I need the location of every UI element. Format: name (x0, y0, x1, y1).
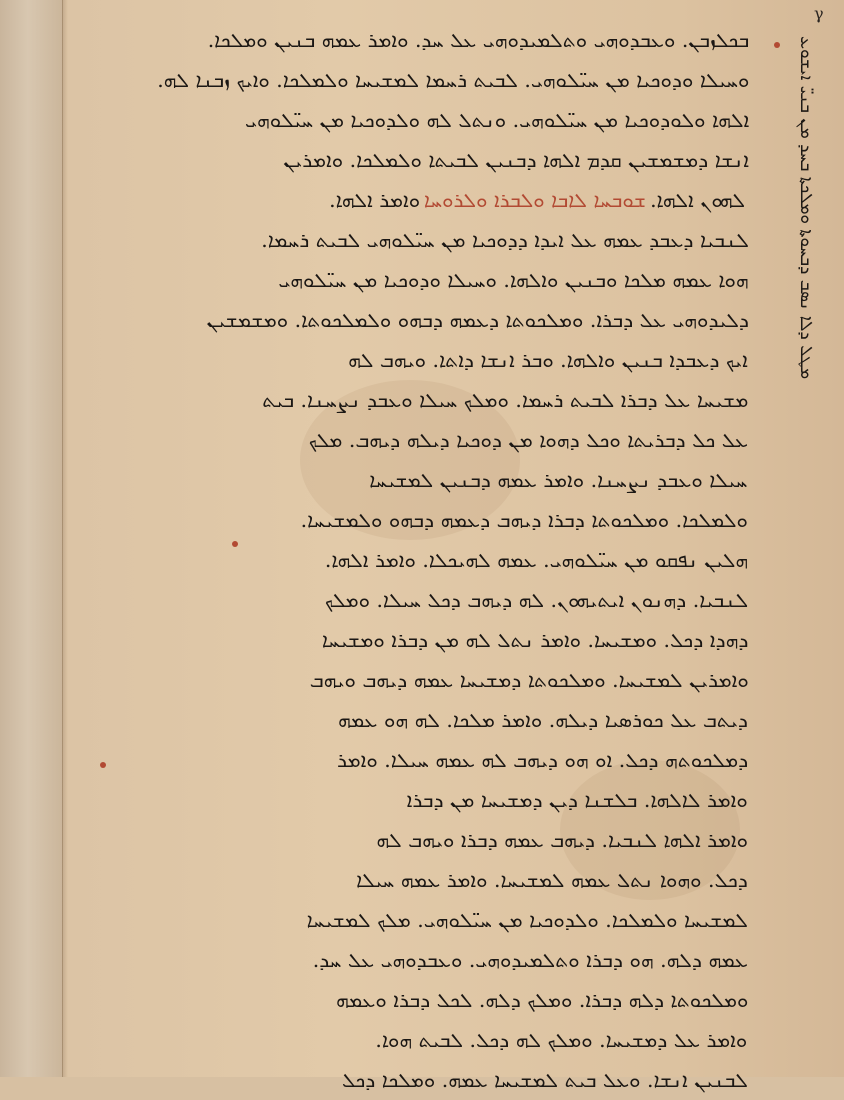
manuscript-line (76, 980, 749, 1020)
manuscript-line (76, 820, 748, 860)
manuscript-line (76, 60, 750, 100)
line-text: ܘܚܝܠܐ ܘܕܘܟܝܐ ܡܢ ܚܝ̈ܠܘܗܝ. ܠܒܝܬ ܪܚܡܐ ܠܡܫܝܚܐ ܘܠܡܠܟܐ. ܘܐܝܟ ܙܒܢܐ ܠܗ. (157, 68, 750, 92)
manuscript-line (76, 300, 750, 340)
manuscript-text-block (76, 20, 750, 1100)
manuscript-line (76, 900, 749, 940)
manuscript-line (76, 220, 749, 260)
manuscript-line (76, 940, 749, 980)
manuscript-line (76, 20, 750, 60)
line-text-continued: ܘܐܡܪ ܐܠܗܐ. (329, 188, 421, 212)
manuscript-line (76, 260, 749, 300)
manuscript-line (76, 660, 749, 700)
manuscript-line (76, 180, 744, 220)
line-text: ܕܟܠ. ܘܗܘܐ ܢܬܠ ܥܡܗ ܠܡܫܝܚܐ. ܘܐܡܪ ܥܡܗ ܚܝܠܐ (356, 868, 748, 892)
manuscript-line (76, 620, 749, 660)
manuscript-line (76, 140, 749, 180)
line-text: ܡܫܝܚܐ ܥܠ ܕܒܪܐ ܠܒܝܬ ܪܚܡܐ. ܘܡܠܟ ܚܝܠܐ ܘܥܒܕ ܢܨܚܢܐ. ܒܝܬ (262, 388, 749, 412)
line-text: ܠܢܒܝܐ ܕܥܒܕ ܥܡܗ ܥܠ ܐܝܕܐ ܕܕܘܟܝܐ ܡܢ ܚܝ̈ܠܘܗܝ ܠܒܝܬ ܪܚܡܐ. (261, 228, 749, 252)
line-text: ܠܢܒܝܐ. ܕܗܢܘܢ ܐܝܬܝܗܘܢ. ܠܗ ܕܝܗܒ ܕܟܠ ܚܝܠܐ. ܘܡܠܟ (324, 588, 749, 612)
line-text: ܥܠ ܟܠ ܕܒܪܝܬܐ ܘܟܠ ܕܗܘܐ ܡܢ ܕܘܟܝܐ ܕܝܠܗ ܕܝܗܒ. ܡܠܟ (308, 428, 749, 452)
line-text: ܒܟܠܙܒܢ. ܘܥܒܕܘܗܝ ܘܬܠܡܝܕܘܗܝ ܥܠ ܚܕ. ܘܐܡܪ ܥܡܗ ܒܢܝܢ ܘܡܠܟܐ. (207, 28, 750, 52)
line-text: ܠܒܢܝܢ ܐܢܫܐ. ܘܥܠ ܒܝܬ ܠܡܫܝܚܐ ܥܡܗ. ܘܡܠܟܐ ܕܟܠ (342, 1068, 748, 1092)
manuscript-line (76, 1060, 748, 1100)
rubric-dot (774, 42, 780, 48)
manuscript-line (76, 580, 749, 620)
manuscript-line (76, 460, 748, 500)
manuscript-line (76, 740, 749, 780)
line-text: ܐܝܟ ܕܥܒܕܐ ܒܢܝܢ ܘܐܠܗܐ. ܘܒܪ ܐܢܫܐ ܕܐܬܐ. ܘܝܗܒ ܠܗ (348, 348, 748, 372)
line-text: ܕܗܕܐ ܕܟܠ. ܘܡܫܝܚܐ. ܘܐܡܪ ܢܬܠ ܠܗ ܡܢ ܕܒܪܐ ܘܡܫܝܚܐ (321, 628, 749, 652)
line-text: ܗܠܝܢ ܢܦܩܘ ܡܢ ܚܝ̈ܠܘܗܝ. ܥܡܗ ܠܗܝܟܠܐ. ܘܐܡܪ ܐܠܗܐ. (324, 548, 749, 572)
line-text: ܘܐܡܪܝܢ ܠܡܫܝܚܐ. ܘܡܠܟܘܬܐ ܕܡܫܝܚܐ ܥܡܗ ܕܝܗܒ ܘܝܗܒ (309, 668, 749, 692)
line-text: ܘܐܡܪ ܐܠܗܐ ܠܢܒܝܐ. ܕܝܗܒ ܥܡܗ ܕܒܪܐ ܘܝܗܒ ܠܗ (376, 828, 748, 852)
manuscript-line (76, 700, 749, 740)
manuscript-line (76, 1020, 748, 1060)
line-text: ܘܐܡܪ ܥܠ ܕܡܫܝܚܐ. ܘܡܠܟ ܠܗ ܕܟܠ. ܠܒܝܬ ܗܘܐ. (375, 1028, 748, 1052)
line-text: ܘܡܠܟܘܬܐ ܕܠܗ ܕܒܪܐ. ܘܡܠܟ ܕܠܗ. ܠܟܠ ܕܒܪܐ ܘܥܡܗ (335, 988, 749, 1012)
manuscript-line (76, 100, 749, 140)
manuscript-line (76, 860, 748, 900)
line-text: ܗܘܐ ܥܡܗ ܡܠܟܐ ܘܒܢܝܢ ܘܐܠܗܐ. ܘܚܝܠܐ ܘܕܘܟܝܐ ܡܢ ܚܝ̈ܠܘܗܝ (278, 268, 749, 292)
line-text: ܚܝܠܐ ܘܥܒܕ ܢܨܚܢܐ. ܘܐܡܪ ܥܡܗ ܕܒܢܝܢ ܠܡܫܝܚܐ (369, 468, 748, 492)
line-text: ܐܢܫܐ ܕܡܫܡܫܝܢ ܩܕܡ ܐܠܗܐ ܕܒܢܝܢ ܠܒܝܬܐ ܘܠܡܠܟܐ. ܘܐܡܪܝܢ (282, 148, 749, 172)
marginal-note: ܡܛܠ ܕܠܐ ܢܣܒ ܕܒܚܘܬܐ ܘܡܠܟܬܐ ܒܚܕ ܡܢ ܒܢܝ̈ ܐܝܫܘܥ (796, 36, 816, 380)
line-text: ܠܡܫܝܚܐ ܘܠܡܠܟܐ. ܘܠܕܘܟܝܐ ܡܢ ܚܝ̈ܠܘܗܝ. ܡܠܟ ܠܡܫܝܚܐ (307, 908, 749, 932)
line-text: ܠܗܘܢ ܐܠܗܐ. (649, 188, 745, 212)
line-text: ܘܠܡܠܟܐ. ܘܡܠܟܘܬܐ ܕܒܪܐ ܕܝܗܒ ܕܥܡܗ ܕܒܗܘ ܘܠܡܫܝܚܐ. (301, 508, 749, 532)
line-text: ܕܠܝܕܘܗܝ ܥܠ ܕܒܪܐ. ܘܡܠܟܘܬܐ ܕܥܡܗ ܕܒܗܘ ܘܠܡܠܟܘܬܐ. ܘܡܫܡܫܝܢ (207, 308, 750, 332)
manuscript-line (76, 540, 749, 580)
line-text: ܥܡܗ ܕܠܗ. ܗܘ ܕܒܪܐ ܘܬܠܡܝܕܘܗܝ. ܘܥܒܕܘܗܝ ܥܠ ܚܕ. (313, 948, 749, 972)
manuscript-line (76, 420, 749, 460)
manuscript-line (76, 340, 748, 380)
binding-gutter (0, 0, 63, 1077)
manuscript-line (76, 500, 749, 540)
line-text: ܘܐܡܪ ܠܐܠܗܐ. ܒܠܫܢܐ ܕܝܢ ܕܡܫܝܚܐ ܡܢ ܕܒܪܐ (406, 788, 748, 812)
gutter-shadow (62, 0, 68, 1077)
line-text: ܐܠܗܐ ܘܠܘܕܘܟܝܐ ܡܢ ܚܝ̈ܠܘܗܝ. ܘܢܬܠ ܠܗ ܘܠܕܘܟܝܐ ܡܢ ܚܝ̈ܠܘܗܝ (244, 108, 749, 132)
rubric-text: ܫܘܒܚܐ ܠܐܒܐ ܘܠܒܪܐ ܘܠܪܘܚܐ (424, 188, 647, 212)
manuscript-line (76, 780, 748, 820)
folio-mark: γ (814, 4, 824, 23)
line-text: ܕܝܬܒ ܥܠ ܟܘܪܣܝܐ ܕܝܠܗ. ܘܐܡܪ ܡܠܟܐ. ܠܗ ܗܘ ܥܡܗ (337, 708, 749, 732)
manuscript-line (76, 380, 749, 420)
line-text: ܕܡܠܟܘܬܗ ܕܟܠ. ܐܘ ܗܘ ܕܝܗܒ ܠܗ ܥܡܗ ܚܝܠܐ. ܘܐܡܪ (336, 748, 749, 772)
